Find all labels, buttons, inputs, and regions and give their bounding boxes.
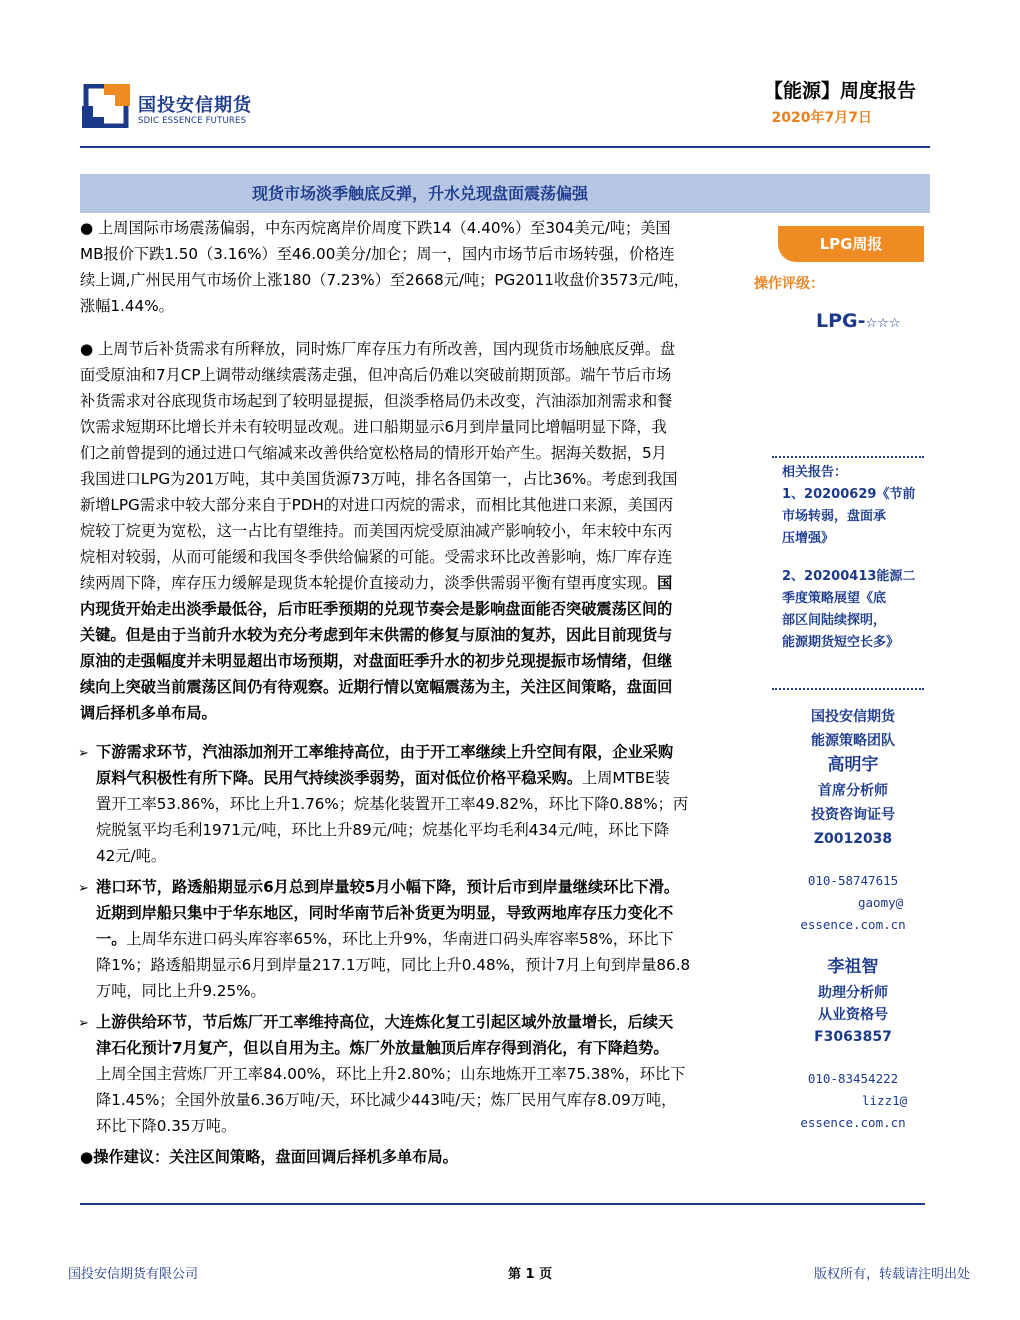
summary-paragraph-line: MB报价下跌1.50（3.16%）至46.00美分/加仑；周一，国内市场节后市场转强，价格连 <box>80 245 675 263</box>
downstream-bullet-line: 下游需求环节，汽油添加剂开工率维持高位，由于开工率继续上升空间有限，企业采购 <box>96 743 674 761</box>
report-type: 【能源】周度报告 <box>763 80 916 102</box>
arrow-bullet-icon: ➢ <box>78 1016 89 1031</box>
analysis-paragraph-bold: 内现货开始走出淡季最低谷，后市旺季预期的兑现节奏会是影响盘面能否突破震荡区间的 <box>80 600 673 618</box>
analysis-paragraph-line: 我国进口LPG为201万吨，其中美国货源73万吨，排名各国第一，占比36%。考虑到我国 <box>80 470 678 488</box>
arrow-bullet-icon: ➢ <box>78 881 89 896</box>
related-report-2[interactable]: 部区间陆续探明， <box>782 613 887 628</box>
team-company: 国投安信期货 <box>811 709 895 725</box>
upstream-bullet-line: 津石化预计7月复产，但以自用为主。炼厂外放量触顶后库存得到消化，有下降趋势。 <box>96 1039 669 1057</box>
upstream-bullet-line: 上游供给环节，节后炼厂开工率维持高位，大连炼化复工引起区域外放量增长，后续天 <box>96 1013 674 1031</box>
analyst-cert-label: 投资咨询证号 <box>811 807 895 823</box>
analysis-paragraph-line: 补货需求对谷底现货市场起到了较明显提振，但淡季格局仍未改变，汽油添加剂需求和餐 <box>80 392 673 410</box>
analysis-paragraph-line: 面受原油和7月CP上调带动继续震荡走强，但冲高后仍难以突破前期顶部。端午节后市场 <box>80 366 672 384</box>
related-report-2[interactable]: 季度策略展望《底 <box>782 591 887 606</box>
analyst-email[interactable]: gaomy@ <box>858 895 904 910</box>
analyst-title: 首席分析师 <box>818 783 888 799</box>
analyst-cert-label: 从业资格号 <box>818 1007 888 1023</box>
related-title: 相关报告： <box>782 465 848 480</box>
operation-advice: ●操作建议：关注区间策略，盘面回调后择机多单布局。 <box>80 1148 458 1166</box>
header-divider <box>80 146 930 148</box>
logo-text-cn: 国投安信期货 <box>138 95 252 116</box>
analysis-paragraph-line: ● 上周节后补货需求有所释放，同时炼厂库存压力有所改善，国内现货市场触底反弹。盘 <box>80 340 676 358</box>
footer-divider <box>80 1203 925 1205</box>
logo-text-en: SDIC ESSENCE FUTURES <box>138 116 247 126</box>
analysis-paragraph-bold: 续向上突破当前震荡区间仍有待观察。近期行情以宽幅震荡为主，关注区间策略，盘面回 <box>80 678 673 696</box>
analysis-paragraph-line: 新增LPG需求中较大部分来自于PDH的对进口丙烷的需求，而相比其他进口来源，美国丙 <box>80 496 674 514</box>
sdic-logo-icon <box>82 84 130 128</box>
downstream-bullet-line: 原料气积极性有所下降。民用气持续淡季弱势，面对低位价格平稳采购。上周MTBE装 <box>96 769 670 787</box>
analysis-paragraph-bold: 国 <box>657 574 673 592</box>
related-report-2[interactable]: 能源期货短空长多》 <box>782 635 900 650</box>
analyst-name: 李祖智 <box>827 957 879 977</box>
rating-stars-icon: ☆☆☆ <box>865 316 901 331</box>
upstream-bullet-line: 环比下降0.35万吨。 <box>96 1117 237 1135</box>
port-bullet-line: 近期到岸船只集中于华东地区，同时华南节后补货更为明显，导致两地库存压力变化不 <box>96 904 674 922</box>
lpg-weekly-badge-label: LPG周报 <box>819 235 883 253</box>
arrow-bullet-icon: ➢ <box>78 746 89 761</box>
footer-company: 国投安信期货有限公司 <box>68 1267 199 1282</box>
port-bullet-line: 降1%；路透船期显示6月到岸量217.1万吨，同比上升0.48%，预计7月上旬到岸量86.8 <box>96 956 691 974</box>
footer-copyright: 版权所有，转载请注明出处 <box>814 1267 971 1282</box>
port-bullet-line: 港口环节，路透船期显示6月总到岸量较5月小幅下降，预计后市到岸量继续环比下滑。 <box>96 878 680 896</box>
upstream-bullet-line: 降1.45%；全国外放量6.36万吨/天，环比减少443吨/天；炼厂民用气库存8.09万吨， <box>96 1091 677 1109</box>
analyst-email[interactable]: essence.com.cn <box>800 917 906 932</box>
downstream-bullet-line: 42元/吨。 <box>96 847 167 865</box>
analysis-paragraph-bold: 调后择机多单布局。 <box>80 704 217 722</box>
analysis-paragraph-line: 饮需求短期环比增长并未有较明显改观。进口船期显示6月到岸量同比增幅明显下降，我 <box>80 418 667 436</box>
analysis-paragraph-line: 们之前曾提到的通过进口气缩减来改善供给宽松格局的情形开始产生。据海关数据，5月 <box>80 444 667 462</box>
downstream-bullet-line: 烷脱氢平均毛利1971元/吨，环比上升89元/吨；烷基化平均毛利434元/吨，环比下降 <box>96 821 670 839</box>
summary-paragraph-line: ● 上周国际市场震荡偏弱，中东丙烷离岸价周度下跌14（4.40%）至304美元/吨；美国 <box>80 219 671 237</box>
rating-value <box>816 310 900 332</box>
port-bullet-line: 一。上周华东进口码头库容率65%，环比上升9%，华南进口码头库容率58%，环比下 <box>96 930 674 948</box>
sidebar-divider <box>772 688 924 690</box>
analysis-paragraph-bold: 原油的走强幅度并未明显超出市场预期，对盘面旺季升水的初步兑现提振市场情绪，但继 <box>80 652 673 670</box>
report-date: 2020年7月7日 <box>771 110 872 126</box>
port-bullet-line: 万吨，同比上升9.25%。 <box>96 982 266 1000</box>
upstream-bullet-line: 上周全国主营炼厂开工率84.00%，环比上升2.80%；山东地炼开工率75.38%，环比下 <box>96 1065 686 1083</box>
report-title: 现货市场淡季触底反弹，升水兑现盘面震荡偏强 <box>251 184 588 203</box>
rating-label: 操作评级： <box>754 276 824 292</box>
analyst-phone: 010-58747615 <box>807 873 899 888</box>
related-report-1[interactable]: 压增强》 <box>782 531 835 546</box>
analyst-title: 助理分析师 <box>818 985 888 1001</box>
analysis-paragraph-bold: 关键。但是由于当前升水较为充分考虑到年末供需的修复与原油的复苏，因此目前现货与 <box>80 626 673 644</box>
analysis-paragraph-line: 烷相对较弱，从而可能缓和我国冬季供给偏紧的可能。受需求环比改善影响，炼厂库存连 <box>80 548 673 566</box>
analyst-cert: Z0012038 <box>813 831 893 847</box>
analysis-paragraph-line: 续两周下降，库存压力缓解是现货本轮提价直接动力，淡季供需弱平衡有望再度实现。国 <box>80 574 673 592</box>
related-report-1[interactable]: 1、20200629《节前 <box>782 487 916 502</box>
related-report-2[interactable]: 2、20200413能源二 <box>782 569 916 584</box>
analysis-paragraph-line: 烷较丁烷更为宽松，这一占比有望维持。而美国丙烷受原油减产影响较小，年末较中东丙 <box>80 522 673 540</box>
page-number: 第 1 页 <box>508 1267 553 1282</box>
analyst-email[interactable]: essence.com.cn <box>800 1115 906 1130</box>
analyst-phone: 010-83454222 <box>807 1071 899 1086</box>
analyst-cert: F3063857 <box>814 1029 892 1045</box>
related-report-1[interactable]: 市场转弱，盘面承 <box>782 509 887 524</box>
analyst-name: 高明宇 <box>827 755 879 775</box>
summary-paragraph-line: 续上调,广州民用气市场价上涨180（7.23%）至2668元/吨；PG2011收盘价3573元/吨， <box>80 271 689 289</box>
summary-paragraph-line: 涨幅1.44%。 <box>80 297 174 315</box>
team-name: 能源策略团队 <box>811 733 895 749</box>
rating-name: LPG- <box>816 310 866 332</box>
analyst-email[interactable]: lizz1@ <box>862 1093 908 1108</box>
sidebar-divider <box>772 456 924 458</box>
downstream-bullet-line: 置开工率53.86%，环比上升1.76%；烷基化装置开工率49.82%，环比下降0.88%；丙 <box>96 795 689 813</box>
